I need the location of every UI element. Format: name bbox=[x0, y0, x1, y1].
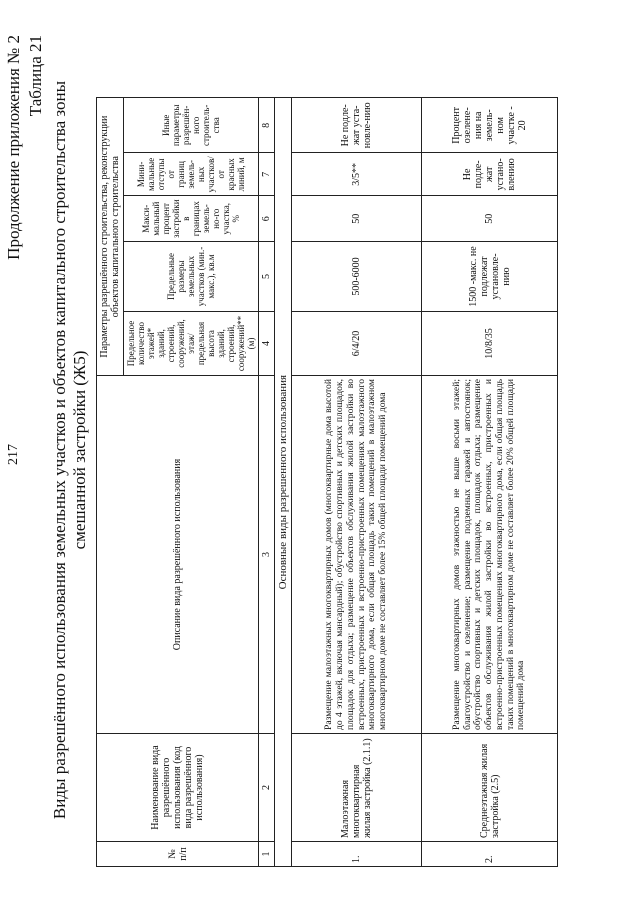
row-description: Размещение многоквартирных домов этажностью не выше восьми этажей; благоустройство и озеленение; размещение подземных гаражей и автостоянок; обустройство спортивных и детских площадок, площадок отдыха; размещение объектов обслуживания жилой застройки во встроенных, пристроенных и встроенно-пристроенных помещениях многоквартирного дома, если общая площадь таких помещений в многоквартирном доме не составляет более 20% общей площади помещений дома bbox=[422, 376, 558, 734]
table-caption: Виды разрешённого использования земельных участков и объектов капитального строительства зоны смешанной застройки (Ж5) bbox=[50, 80, 89, 820]
header-desc: Описание вида разрешённого использования bbox=[97, 376, 259, 734]
row-other: Не подле-жат уста-новле-нию bbox=[292, 98, 422, 153]
table-row bbox=[422, 98, 558, 867]
row-name: Малоэтажная многоквартирная жилая застройка (2.1.1) bbox=[292, 734, 422, 842]
row-num: 1. bbox=[292, 842, 422, 867]
row-floors: 6/4/20 bbox=[292, 312, 422, 376]
row-coverage: 50 bbox=[292, 196, 422, 242]
page-number: 217 bbox=[6, 444, 21, 465]
header-coverage: Макси-мальный процент застройки в границах земель-но-го участка, % bbox=[124, 196, 259, 242]
index-cell: 6 bbox=[259, 196, 275, 242]
section-title: Основные виды разрешенного использования bbox=[275, 98, 292, 867]
index-cell: 2 bbox=[259, 734, 275, 842]
row-setback: 3/5** bbox=[292, 153, 422, 196]
index-cell: 3 bbox=[259, 376, 275, 734]
header-row-1 bbox=[97, 98, 124, 867]
header-other: Иные параметры разрешён-ного строитель-ства bbox=[124, 98, 259, 153]
header-params: Параметры разрешённого строительства, реконструкции объектов капитального строительства bbox=[97, 98, 124, 376]
table-row bbox=[292, 98, 422, 867]
header-setback: Мини-мальные отступы от границ земель-ных участков/ от красных линий, м bbox=[124, 153, 259, 196]
row-other: Процент озелене-ния на земель-ном участке - 20 bbox=[422, 98, 558, 153]
section-row bbox=[275, 98, 292, 867]
index-cell: 4 bbox=[259, 312, 275, 376]
row-plot-size: 500-6000 bbox=[292, 242, 422, 312]
row-coverage: 50 bbox=[422, 196, 558, 242]
table-number: Таблица 21 bbox=[26, 35, 45, 117]
appendix-title: Продолжение приложения № 2 bbox=[4, 35, 23, 260]
index-cell: 1 bbox=[259, 842, 275, 867]
header-floors: Предельное количество этажей* зданий, строений, сооружений, этаж/предельная высота зданий, строений, сооружений** (м) bbox=[124, 312, 259, 376]
row-plot-size: 1500 -макс. не подлежат установле-нию bbox=[422, 242, 558, 312]
index-cell: 7 bbox=[259, 153, 275, 196]
index-cell: 5 bbox=[259, 242, 275, 312]
row-description: Размещение малоэтажных многоквартирных домов (многоквартирные дома высотой до 4 этажей, включая мансардный); обустройство спортивных и детских площадок, площадок для отдыха; размещение объектов обслуживания жилой застройки во встроенных, пристроенных и встроенно-пристроенных помещениях малоэтажного многоквартирного дома, если общая площадь таких помещений в малоэтажном многоквартирном доме не составляет более 15% общей площади помещений дома bbox=[292, 376, 422, 734]
row-setback: Не подле-жат устано-влению bbox=[422, 153, 558, 196]
zoning-table bbox=[96, 97, 558, 867]
header-name: Наименование вида разрешённого использования (код вида разрешённого использования) bbox=[97, 734, 259, 842]
header-num: № п/п bbox=[97, 842, 259, 867]
header-size: Предельные размеры земельных участков (мин.-макс.), кв.м bbox=[124, 242, 259, 312]
row-name: Среднеэтажная жилая застройка (2.5) bbox=[422, 734, 558, 842]
index-cell: 8 bbox=[259, 98, 275, 153]
row-floors: 10/8/35 bbox=[422, 312, 558, 376]
row-num: 2. bbox=[422, 842, 558, 867]
index-row bbox=[259, 98, 275, 867]
